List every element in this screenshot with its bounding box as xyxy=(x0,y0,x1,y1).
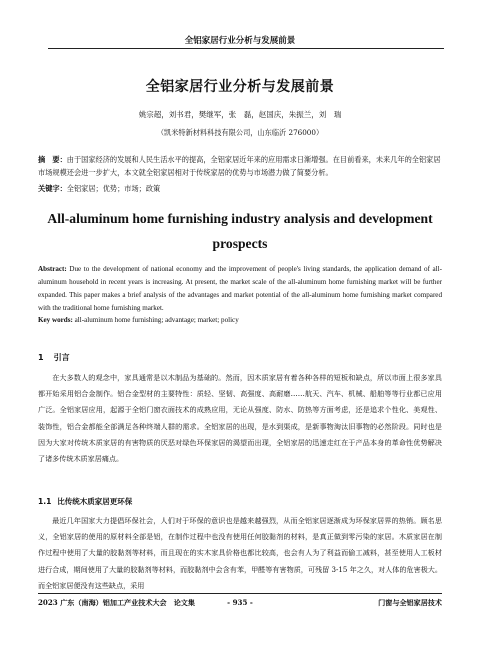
subsection-heading xyxy=(38,496,132,507)
footer-section: 门窗与全铝家居技术 xyxy=(378,598,442,607)
keywords-en-label: Key words: xyxy=(38,316,73,324)
abstract-en xyxy=(38,263,442,315)
page-number: - 935 - xyxy=(227,598,253,607)
abstract-en-text: Due to the development of national economy and the improvement of people's living standards, the application demand of all-aluminum household in recent years is increasing. At present, the market scale of the all-aluminum home furnishing market will be further expanded. This paper makes a brief analysis of the advantages and market potential of the all-aluminum home furnishing market compared with the traditional home furnishing market. xyxy=(38,265,442,312)
abstract-cn-label: 摘 要： xyxy=(38,155,67,164)
subsection-paragraph: 最近几年国家大力提倡环保社会，人们对于环保的意识也是越来越强烈，从而全铝家居逐渐成为环保家居界的热销。顾名思义，全铝家居的使用的原材料全部是铝，在制作过程中也没有使用任何胶黏剂的材料，是真正做到零污染的家居。木质家居在制作过程中使用了大量的胶黏剂等材料，而且现在的实木家具价格也都比较高，也会有人为了利益而偷工减料，甚至使用人工板材进行合成，期间使用了大量的胶黏剂等材料，而胶黏剂中会含有苯，甲醛等有害物质，可残留 3-15 年之久，对人体的危害极大。而全铝家居便没有这些缺点，采用 xyxy=(38,516,442,590)
affiliation: （凯米特新材料科技有限公司，山东临沂 276000） xyxy=(156,128,324,137)
abstract-cn-text: 由于国家经济的发展和人民生活水平的提高，全铝家居近年来的应用需求日渐增强。在目前看来，未来几年的全铝家居市场规模还会进一步扩大，本文就全铝家居相对于传统家居的优势与市场潜力做了简要分析。 xyxy=(38,155,441,177)
subsection-number: 1.1 xyxy=(38,497,52,506)
subsection-title: 比传统木质家居更环保 xyxy=(57,497,133,506)
footer-rule xyxy=(38,593,442,594)
keywords-cn-label: 关键字： xyxy=(38,184,67,193)
section-heading xyxy=(38,352,70,363)
keywords-cn xyxy=(38,184,442,194)
abstract-cn xyxy=(38,154,442,179)
section-number: 1 xyxy=(38,353,44,362)
section-title: 引言 xyxy=(53,353,70,362)
keywords-en xyxy=(38,316,442,324)
keywords-cn-text: 全铝家居；优势；市场；政策 xyxy=(66,184,161,193)
footer-proceedings: 2023 广东（南海）铝加工产业技术大会 论文集 xyxy=(38,598,195,607)
running-header: 全铝家居行业分析与发展前景 xyxy=(184,36,296,46)
abstract-en-label: Abstract: xyxy=(38,265,67,273)
authors: 姚宗超，刘书君，樊继军，张 磊，赵国庆，朱振兰，刘 瑞 xyxy=(138,110,342,119)
header-rule xyxy=(48,48,444,49)
title-en: All-aluminum home furnishing industry analysis and development prospects xyxy=(47,211,433,251)
section-paragraph: 在大多数人的观念中，家具通常是以木制品为基础的。然而，因木质家居有着各种各样的短板和缺点，所以市面上很多家具都开始采用铝合金制作。铝合金型材的主要特性：质轻、坚韧、高强度、高耐磨……航天、汽车、机械、船舶等等行业都已应用广泛。全铝家居应用，起源于全铝门窗衣面技术的成熟应用，无论从强度、防水、防热等方面考虑，还是追求个性化、美观性、装饰性，铝合金都能全部满足各种终端人群的需求。全铝家居的出现，是水到渠成，是新事物淘汰旧事物的必然阶段。同时也是因为大家对传统木质家居的有害物质的厌恶对绿色环保家居的渴望而出现，全铝家居的迅速走红在于产品本身的革命性优势解决了诸多传统木质家居痛点。 xyxy=(38,373,442,464)
keywords-en-text: all-aluminum home furnishing; advantage; market; policy xyxy=(74,316,239,324)
title-cn: 全铝家居行业分析与发展前景 xyxy=(145,79,335,95)
